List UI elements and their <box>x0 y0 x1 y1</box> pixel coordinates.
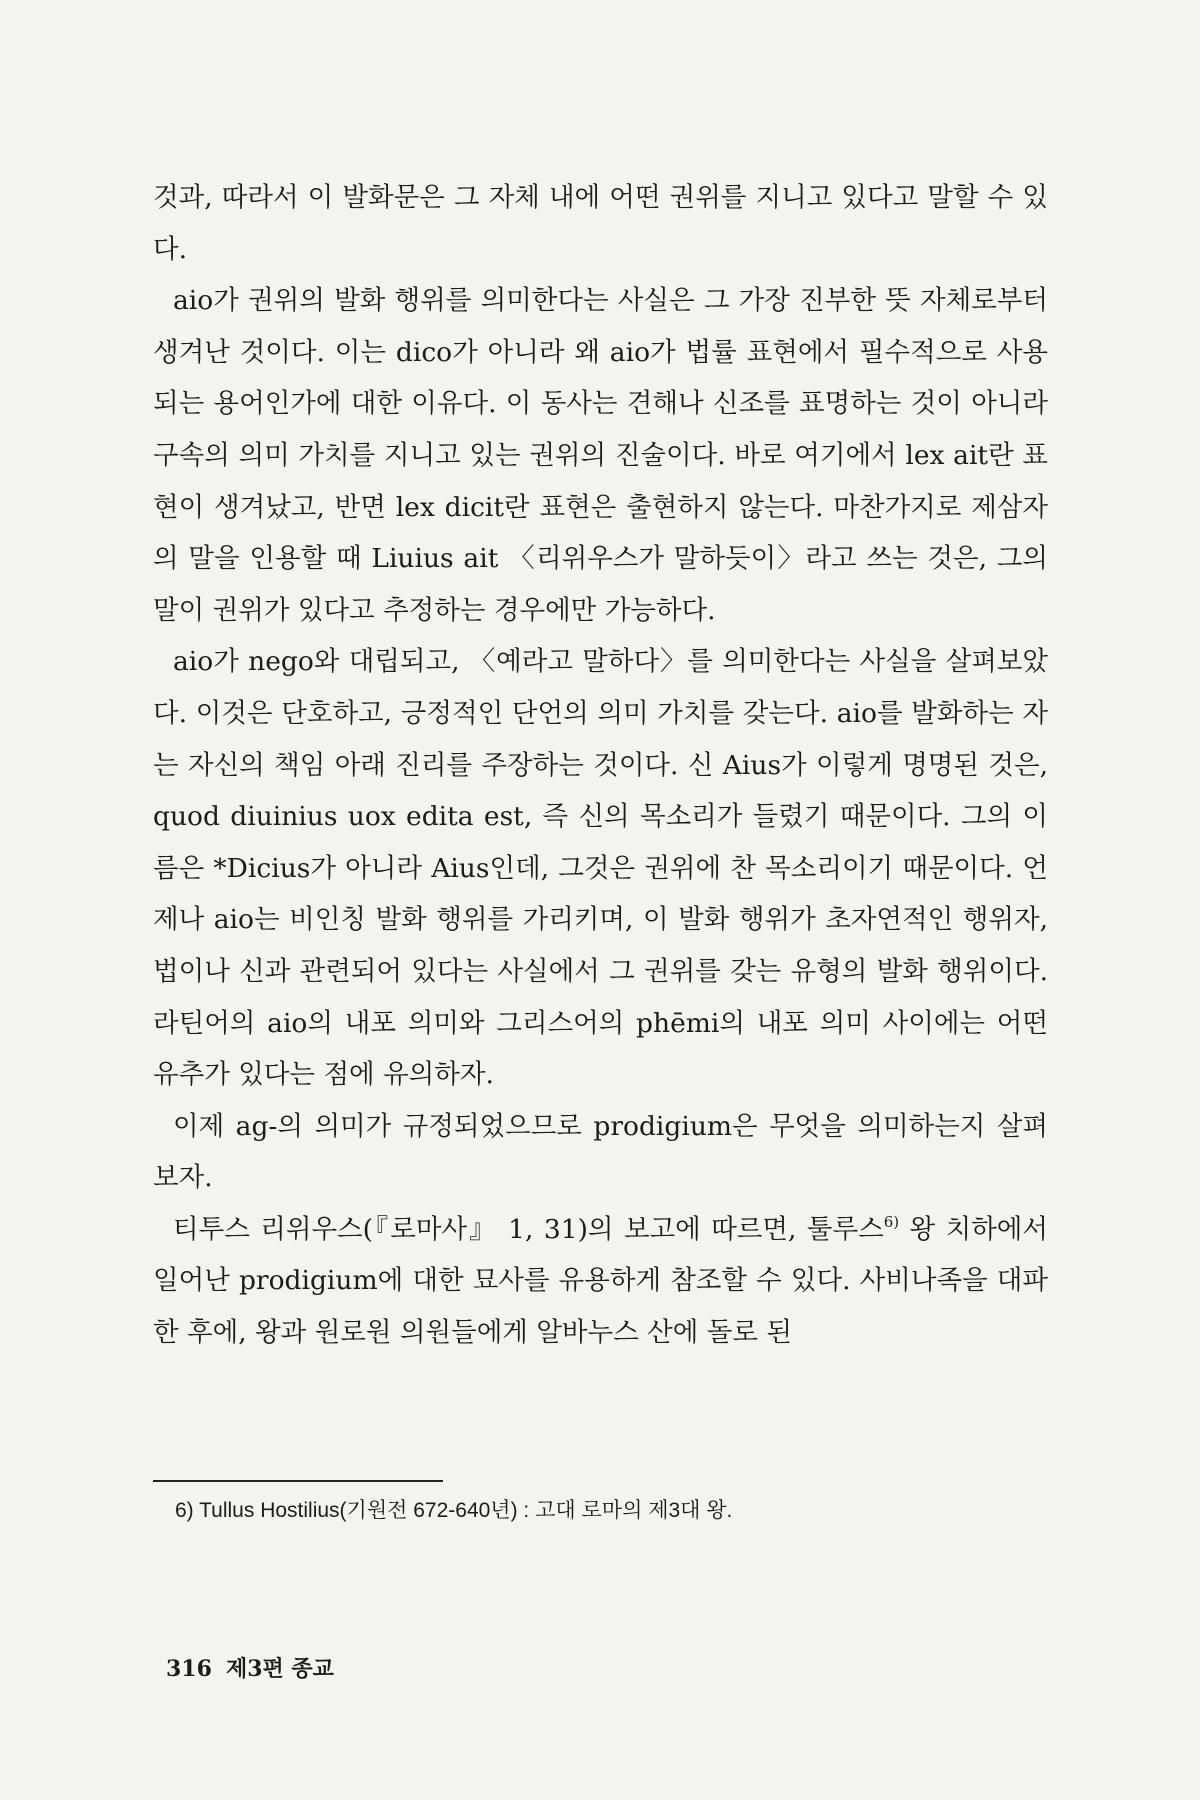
footnote: 6) Tullus Hostilius(기원전 672-640년) : 고대 로마의 제3대 왕. <box>175 1499 733 1522</box>
paragraph-2: aio가 권위의 발화 행위를 의미한다는 사실은 그 가장 진부한 뜻 자체로부터 생겨난 것이다. 이는 dico가 아니라 왜 aio가 법률 표현에서 필수적으로 사용되는 용어인가에 대한 이유다. 이 동사는 견해나 신조를 표명하는 것이 아니라 구속의 의미 가치를 지니고 있는 권위의 진술이다. 바로 여기에서 lex ait란 표현이 생겨났고, 반면 lex dicit란 표현은 출현하지 않는다. 마찬가지로 제삼자의 말을 인용할 때 Liuius ait 〈리위우스가 말하듯이〉라고 쓰는 것은, 그의 말이 권위가 있다고 추정하는 경우에만 가능하다. <box>153 285 1048 626</box>
footnote-divider <box>153 1480 443 1482</box>
footnote-reference[interactable]: 6) <box>883 1212 900 1231</box>
paragraph-5-rest: 왕 치하에서 일어난 prodigium에 대한 묘사를 유용하게 참조할 수 있다. 사비나족을 대파한 후에, 왕과 원로원 의원들에게 알바누스 산에 돌로 된 <box>153 1213 1048 1349</box>
page-footer <box>166 1654 348 1684</box>
paragraph-5-start: 티투스 리위우스(『로마사』 1, 31)의 보고에 따르면, 툴루스 <box>173 1213 884 1245</box>
paragraph-3: aio가 nego와 대립되고, 〈예라고 말하다〉를 의미한다는 사실을 살펴보았다. 이것은 단호하고, 긍정적인 단언의 의미 가치를 갖는다. aio를 발화하는 자는 자신의 책임 아래 진리를 주장하는 것이다. 신 Aius가 이렇게 명명된 것은, quod diuinius uox edita est, 즉 신의 목소리가 들렸기 때문이다. 그의 이름은 *Dicius가 아니라 Aius인데, 그것은 권위에 찬 목소리이기 때문이다. 언제나 aio는 비인칭 발화 행위를 가리키며, 이 발화 행위가 초자연적인 행위자, 법이나 신과 관련되어 있다는 사실에서 그 권위를 갖는 유형의 발화 행위이다. 라틴어의 aio의 내포 의미와 그리스어의 phēmi의 내포 의미 사이에는 어떤 유추가 있다는 점에 유의하자. <box>153 646 1048 1091</box>
paragraph-5 <box>153 1204 1048 1359</box>
paragraph-4: 이제 ag-의 의미가 규정되었으므로 prodigium은 무엇을 의미하는지 살펴보자. <box>153 1110 1048 1194</box>
paragraph-1: 것과, 따라서 이 발화문은 그 자체 내에 어떤 권위를 지니고 있다고 말할 수 있다. <box>153 182 1048 265</box>
page-number: 316 <box>166 1656 212 1682</box>
section-title: 제3편 종교 <box>225 1656 334 1682</box>
body-text <box>153 172 1048 1359</box>
